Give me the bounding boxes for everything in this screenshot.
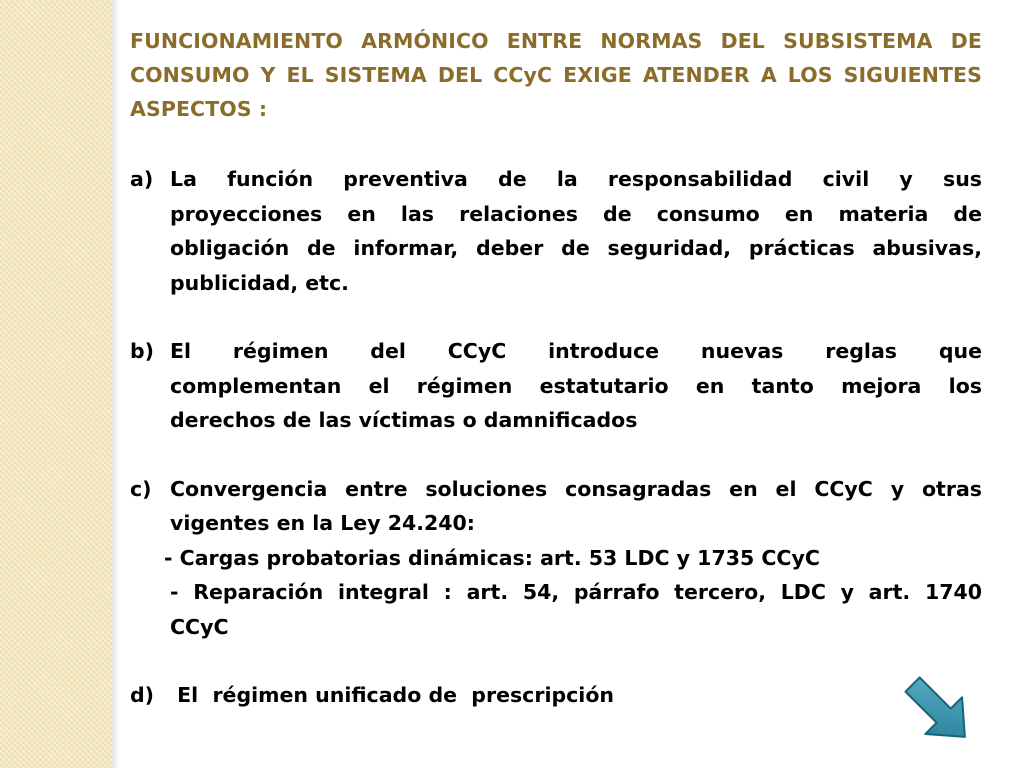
text-line: complementan el régimen estatutario en tanto mejora los <box>170 373 982 398</box>
slide-content <box>130 24 982 713</box>
text-line: proyecciones en las relaciones de consumo en materia de <box>170 201 982 226</box>
list-marker: a) <box>130 167 154 191</box>
arrow-down-right-icon <box>896 668 980 752</box>
next-slide-button[interactable] <box>896 668 980 752</box>
list-item-text <box>170 162 982 300</box>
list-item-text <box>164 472 982 645</box>
list-marker: c) <box>130 476 152 501</box>
text-line: obligación de informar, deber de seguridad, prácticas abusivas, <box>170 236 982 260</box>
text-line: publicidad, etc. <box>170 270 349 295</box>
text-line: vigentes en la Ley 24.240: <box>170 511 476 535</box>
list-item-c <box>130 472 982 645</box>
list-item-text <box>170 678 982 713</box>
text-line: El régimen del CCyC introduce nuevas reglas que <box>170 339 982 363</box>
decorative-side-band <box>0 0 112 768</box>
slide-title: FUNCIONAMIENTO ARMÓNICO ENTRE NORMAS DEL SUBSISTEMA DE CONSUMO Y EL SISTEMA DEL CCyC EXIGE ATENDER A LOS SIGUIENTES ASPECTOS : <box>130 29 982 121</box>
side-band-shadow <box>112 0 120 768</box>
text-line: El régimen unificado de prescripción <box>170 683 615 707</box>
text-line: CCyC <box>170 614 229 639</box>
text-line: - Cargas probatorias dinámicas: art. 53 LDC y 1735 CCyC <box>164 545 820 570</box>
text-line: La función preventiva de la responsabilidad civil y sus <box>170 167 982 191</box>
list-marker: b) <box>130 339 155 363</box>
list-item-text <box>170 334 982 438</box>
text-line: Convergencia entre soluciones consagradas en el CCyC y otras <box>170 476 982 501</box>
list-item-d <box>130 678 982 713</box>
list-marker: d) <box>130 683 155 707</box>
list-item-b <box>130 334 982 438</box>
text-line: derechos de las víctimas o damnificados <box>170 408 638 432</box>
text-line: - Reparación integral : art. 54, párrafo tercero, LDC y art. 1740 <box>170 580 982 604</box>
list-item-a <box>130 162 982 300</box>
